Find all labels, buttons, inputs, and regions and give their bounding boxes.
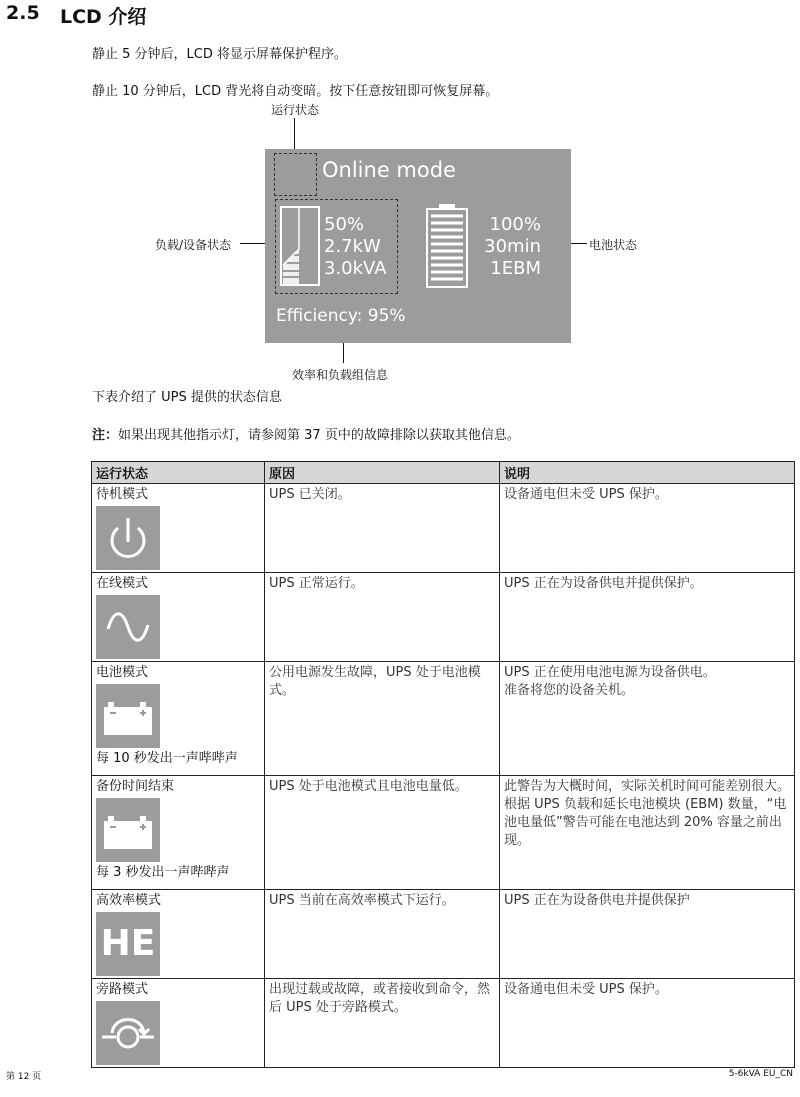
header-run-state: 运行状态 [92, 462, 265, 484]
callout-battery-state: 电池状态 [589, 238, 638, 252]
run-state-indicator-box [274, 153, 317, 196]
load-kva: 3.0kVA [324, 258, 387, 279]
footer-page-number: 第 12 页 [6, 1072, 42, 1082]
mode-label: 在线模式 [96, 576, 149, 591]
callout-load-state: 负载/设备状态 [155, 238, 232, 252]
battery-icon [96, 684, 160, 748]
callout-line-run-state [294, 118, 295, 153]
table-row [92, 662, 795, 776]
bypass-icon [96, 1001, 160, 1065]
table-row [92, 890, 795, 979]
description-cell: 此警告为大概时间，实际关机时间可能差别很大。 根据 UPS 负载和延长电池模块 (EBM) 数量，“电池电量低”警告可能在电池达到 20% 容量之前出现。 [500, 776, 795, 890]
battery-ebm: 1EBM [490, 258, 541, 279]
header-cause: 原因 [265, 462, 500, 484]
status-table [91, 461, 795, 1068]
table-row [92, 979, 795, 1068]
section-title: LCD 介绍 [60, 6, 147, 28]
note-prefix: 注： [92, 428, 119, 443]
callout-line-efficiency [343, 343, 344, 363]
he-icon-text: HE [100, 923, 156, 964]
cause-cell: UPS 处于电池模式且电池电量低。 [265, 776, 500, 890]
note-text: 如果出现其他指示灯，请参阅第 37 页中的故障排除以获取其他信息。 [118, 428, 520, 443]
mode-label: 待机模式 [96, 487, 149, 502]
table-row [92, 484, 795, 573]
paragraph-backlight: 静止 10 分钟后，LCD 背光将自动变暗。按下任意按钮即可恢复屏幕。 [92, 84, 499, 99]
mode-label: 高效率模式 [96, 893, 162, 908]
footer-doc-id: 5-6kVA EU_CN [728, 1069, 793, 1079]
description-cell: UPS 正在为设备供电并提供保护。 [500, 573, 795, 662]
beep-note: 每 3 秒发出一声哔哔声 [96, 865, 230, 880]
battery-runtime: 30min [484, 236, 541, 257]
load-level-icon [279, 205, 321, 287]
callout-run-state: 运行状态 [271, 103, 320, 117]
cause-cell: 出现过载或故障，或者接收到命令，然后 UPS 处于旁路模式。 [265, 979, 500, 1068]
lcd-mode-text: Online mode [322, 158, 456, 182]
lcd-screen [265, 149, 571, 343]
cause-cell: UPS 已关闭。 [265, 484, 500, 573]
power-icon [96, 506, 160, 570]
callout-line-battery-state [571, 243, 587, 244]
paragraph-screensaver: 静止 5 分钟后，LCD 将显示屏幕保护程序。 [92, 47, 347, 62]
table-row [92, 573, 795, 662]
mode-label: 旁路模式 [96, 982, 149, 997]
battery-level-icon [425, 203, 469, 289]
table-row [92, 776, 795, 890]
load-percent: 50% [324, 214, 365, 235]
section-number: 2.5 [6, 2, 40, 24]
description-cell: 设备通电但未受 UPS 保护。 [500, 484, 795, 573]
battery-percent: 100% [489, 214, 541, 235]
cause-cell: UPS 当前在高效率模式下运行。 [265, 890, 500, 979]
cause-cell: 公用电源发生故障，UPS 处于电池模式。 [265, 662, 500, 776]
description-cell: UPS 正在为设备供电并提供保护 [500, 890, 795, 979]
mode-label: 备份时间结束 [96, 779, 175, 794]
header-description: 说明 [500, 462, 795, 484]
description-cell: 设备通电但未受 UPS 保护。 [500, 979, 795, 1068]
description-cell: UPS 正在使用电池电源为设备供电。 准备将您的设备关机。 [500, 662, 795, 776]
cause-cell: UPS 正常运行。 [265, 573, 500, 662]
paragraph-table-intro: 下表介绍了 UPS 提供的状态信息 [92, 390, 282, 405]
table-header-row [92, 462, 795, 484]
sine-wave-icon [96, 595, 160, 659]
callout-efficiency-info: 效率和负载组信息 [292, 368, 389, 382]
beep-note: 每 10 秒发出一声哔哔声 [96, 751, 238, 766]
mode-label: 电池模式 [96, 665, 149, 680]
note-paragraph [92, 424, 520, 443]
efficiency-text: Efficiency: 95% [276, 306, 406, 326]
battery-icon [96, 798, 160, 862]
he-icon [96, 912, 160, 976]
load-kw: 2.7kW [324, 236, 381, 257]
